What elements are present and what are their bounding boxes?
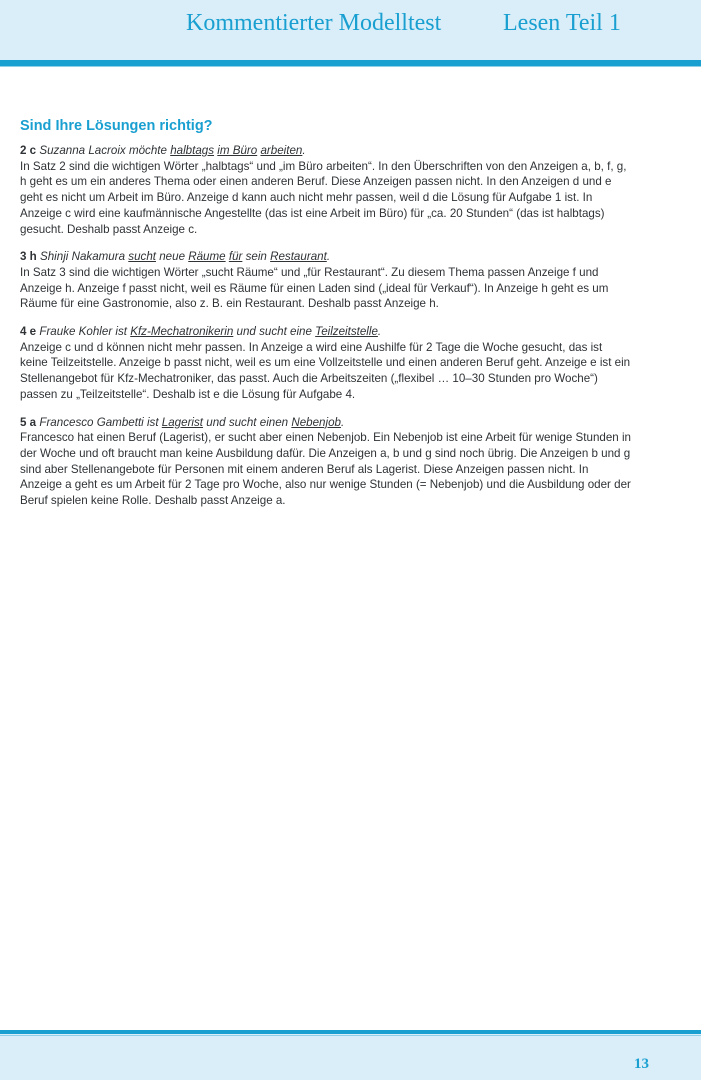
solution-explanation: In Satz 2 sind die wichtigen Wörter „halbtags“ und „im Büro arbeiten“. In den Überschriften von den Anzeigen a, b, f, g, h geht es um ein anderes Thema oder einen anderen Beruf. Diese Anzeigen passen nicht. In den Anzeigen d und e geht es nicht um Arbeit im Büro. Anzeige d kann auch nicht mehr passen, weil d die Lösung für Aufgabe 1 ist. In Anzeige c wird eine kaufmännische Angestellte (das ist eine Arbeit im Büro) für „ca. 20 Stunden“ (das ist halbtags) gesucht. Deshalb passt Anzeige c. (20, 159, 627, 236)
header-title-left: Kommentierter Modelltest (186, 10, 442, 36)
solution-item-3h (20, 249, 632, 312)
section-title: Sind Ihre Lösungen richtig? (20, 118, 213, 134)
solution-heading (20, 143, 632, 159)
solution-heading (20, 324, 632, 340)
solution-item-5a (20, 415, 632, 509)
solution-number: 4 e (20, 325, 37, 339)
solution-item-4e (20, 324, 632, 403)
solution-explanation: Anzeige c und d können nicht mehr passen. In Anzeige a wird eine Aushilfe für 2 Tage die Woche gesucht, das ist keine Teilzeitstelle. Anzeige b passt nicht, weil es um eine Vollzeitstelle und einen anderen Beruf geht. Anzeige e ist ein Stellenangebot für Kfz-Mechatroniker, das passt. Auch die Arbeitszeiten („flexibel … 10–30 Stunden pro Woche“) passen zu „Teilzeitstelle“. Deshalb ist e die Lösung für Aufgabe 4. (20, 340, 631, 401)
task-statement: Frauke Kohler ist Kfz-Mechatronikerin und sucht eine Teilzeitstelle. (39, 325, 382, 339)
footer-rule-thin (0, 1035, 701, 1036)
keyword: Lagerist (161, 415, 204, 429)
solution-number: 2 c (20, 144, 37, 157)
keyword: für (228, 250, 243, 264)
task-statement: Suzanna Lacroix möchte halbtags im Büro arbeiten. (39, 144, 306, 157)
keyword: im Büro (217, 144, 258, 157)
page-content (20, 118, 632, 521)
solution-heading (20, 249, 632, 265)
page-number: 13 (634, 1056, 649, 1072)
keyword: Restaurant (270, 250, 327, 264)
solution-item-2c (20, 143, 632, 237)
header-rule-thin (0, 66, 701, 67)
solution-number: 5 a (20, 415, 37, 429)
keyword: arbeiten (260, 144, 303, 157)
keyword: Räume (188, 250, 226, 264)
solution-explanation: Francesco hat einen Beruf (Lagerist), er sucht aber einen Nebenjob. Ein Nebenjob ist eine Arbeit für wenige Stunden in der Woche und oft braucht man keine Ausbildung dafür. Die Anzeigen a, b und g sind noch übrig. Die Anzeigen b und g sind aber Stellenangebote für Personen mit einem anderen Beruf als Lagerist. Diese Anzeigen passen nicht. In Anzeige a geht es um Arbeit für 2 Tage pro Woche, also nur wenige Stunden (= Nebenjob) und die Ausbildung oder der Beruf spielen keine Rolle. Deshalb passt Anzeige a. (20, 431, 631, 508)
solution-number: 3 h (20, 250, 37, 264)
solution-explanation: In Satz 3 sind die wichtigen Wörter „sucht Räume“ und „für Restaurant“. Zu diesem Thema passen Anzeige f und Anzeige h. Anzeige f passt nicht, weil es Räume für einen Laden sind („ideal für Verkauf“). In Anzeige h geht es um Räume für eine Gastronomie, also z. B. ein Restaurant. Deshalb passt Anzeige h. (20, 265, 609, 311)
header-title-right: Lesen Teil 1 (503, 10, 621, 36)
task-statement: Shinji Nakamura sucht neue Räume für sein Restaurant. (40, 250, 331, 264)
keyword: halbtags (170, 144, 215, 157)
keyword: Kfz-Mechatronikerin (130, 325, 234, 339)
keyword: Nebenjob (291, 415, 341, 429)
keyword: Teilzeitstelle (315, 325, 378, 339)
page-footer (0, 1034, 701, 1080)
keyword: sucht (128, 250, 156, 264)
task-statement: Francesco Gambetti ist Lagerist und sucht einen Nebenjob. (39, 415, 345, 429)
solution-heading (20, 415, 632, 431)
